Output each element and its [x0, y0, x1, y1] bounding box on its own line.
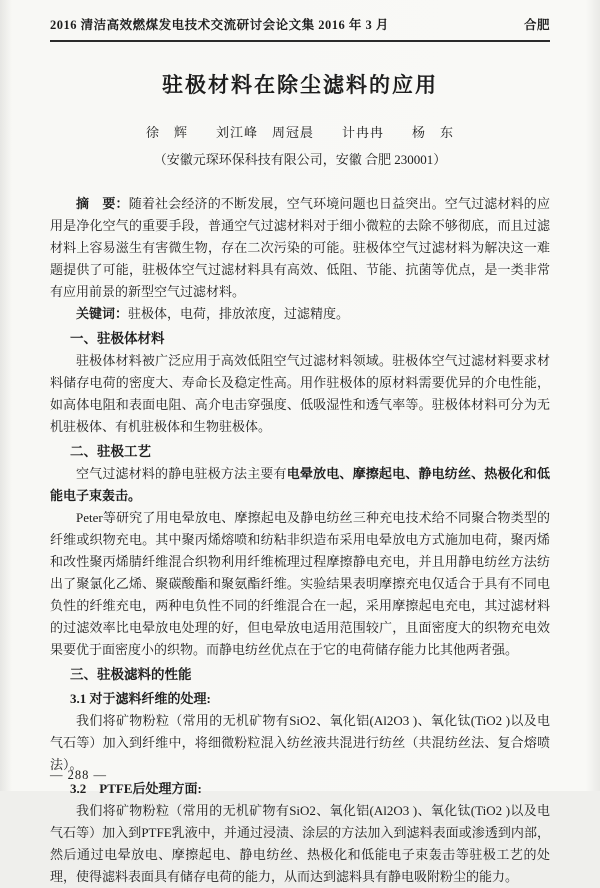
section-2-paragraph-1-bold-terms: 电晕放电、摩擦起电、静电纺丝、热极化和低能电子束轰击。	[50, 466, 550, 503]
keywords-paragraph	[50, 303, 550, 325]
keywords-label: 关键词：	[76, 306, 129, 321]
section-3-2-heading: 3.2 PTFE后处理方面:	[70, 781, 202, 796]
page-number: — 288 —	[50, 768, 107, 782]
section-3-2-paragraph: 我们将矿物粉粒（常用的无机矿物有SiO2、氧化铝(Al2O3 )、氧化钛(TiO2 )以及电气石等）加入到PTFE乳液中，并通过浸渍、涂层的方法加入到滤料表面或渗透到内部，然后通过电晕放电、摩擦起电、静电纺丝、热极化和低能电子束轰击等驻极工艺的处理，使得滤料表面具有储存电荷的能力，从而达到滤料具有静电吸附粉尘的能力。	[50, 803, 550, 884]
keywords-text: 驻极体，电荷，排放浓度，过滤精度。	[128, 306, 350, 321]
section-3-heading: 三、驻极滤料的性能	[70, 667, 192, 682]
abstract-text: 随着社会经济的不断发展，空气环境问题也日益突出。空气过滤材料的应用是净化空气的重要手段，普通空气过滤材料对于细小微粒的去除不够彻底，而且过滤材料上容易滋生有害微生物，存在二次污染的可能。驻极体空气过滤材料为解决这一难题提供了可能，驻极体空气过滤材料具有高效、低阻、节能、抗菌等优点，是一类非常有应用前景的新型空气过滤材料。	[50, 196, 550, 299]
author-list: 徐 辉 刘江峰 周冠晨 计冉冉 杨 东	[145, 125, 454, 140]
abstract-paragraph	[50, 193, 550, 303]
affiliation: （安徽元琛环保科技有限公司，安徽 合肥 230001）	[153, 152, 447, 167]
section-1-paragraph: 驻极体材料被广泛应用于高效低阻空气过滤材料领域。驻极体空气过滤材料要求材料储存电荷的密度大、寿命长及稳定性高。用作驻极体的原材料需要优异的介电性能，如高体电阻和表面电阻、高介电击穿强度、低吸湿性和透气率等。驻极体材料可分为无机驻极体、有机驻极体和生物驻极体。	[50, 353, 550, 434]
section-2-paragraph-1-lead: 空气过滤材料的静电驻极方法主要有	[76, 466, 287, 481]
section-2-paragraph-2: Peter等研究了用电晕放电、摩擦起电及静电纺丝三种充电技术给不同聚合物类型的纤维或织物充电。其中聚丙烯熔喷和纺粘非织造布采用电晕放电方式施加电荷，聚丙烯和改性聚丙烯腈纤维混合织物利用纤维梳理过程摩擦静电充电，并且用静电纺丝方法纺出了聚氯化乙烯、聚碳酸酯和聚氨酯纤维。实验结果表明摩擦充电仅适合于具有不同电负性的纤维充电，两种电负性不同的纤维混合在一起，采用摩擦起电充电，其过滤材料的过滤效率比电晕放电处理的好，但电晕放电适用范围较广，且面密度大的织物充电效果要优于面密度小的织物。而静电纺丝优点在于它的电荷储存能力比其他两者强。	[50, 510, 550, 657]
proceedings-title: 2016 清洁高效燃煤发电技术交流研讨会论文集 2016 年 3 月	[50, 18, 389, 32]
section-2-paragraph-1	[50, 463, 550, 507]
conference-location: 合肥	[523, 18, 550, 32]
section-1-heading: 一、驻极体材料	[70, 331, 165, 346]
running-header	[50, 15, 550, 42]
abstract-label: 摘 要：	[76, 196, 129, 211]
section-3-1-paragraph: 我们将矿物粉粒（常用的无机矿物有SiO2、氧化铝(Al2O3 )、氧化钛(TiO2 )以及电气石等）加入到纤维中，将细微粉粒混入纺丝液共混进行纺丝（共混纺丝法、复合熔喷法）。	[50, 713, 550, 772]
section-2-heading: 二、驻极工艺	[70, 444, 151, 459]
section-3-1-heading: 3.1 对于滤料纤维的处理:	[70, 691, 211, 706]
paper-title: 驻极材料在除尘滤料的应用	[162, 73, 438, 97]
